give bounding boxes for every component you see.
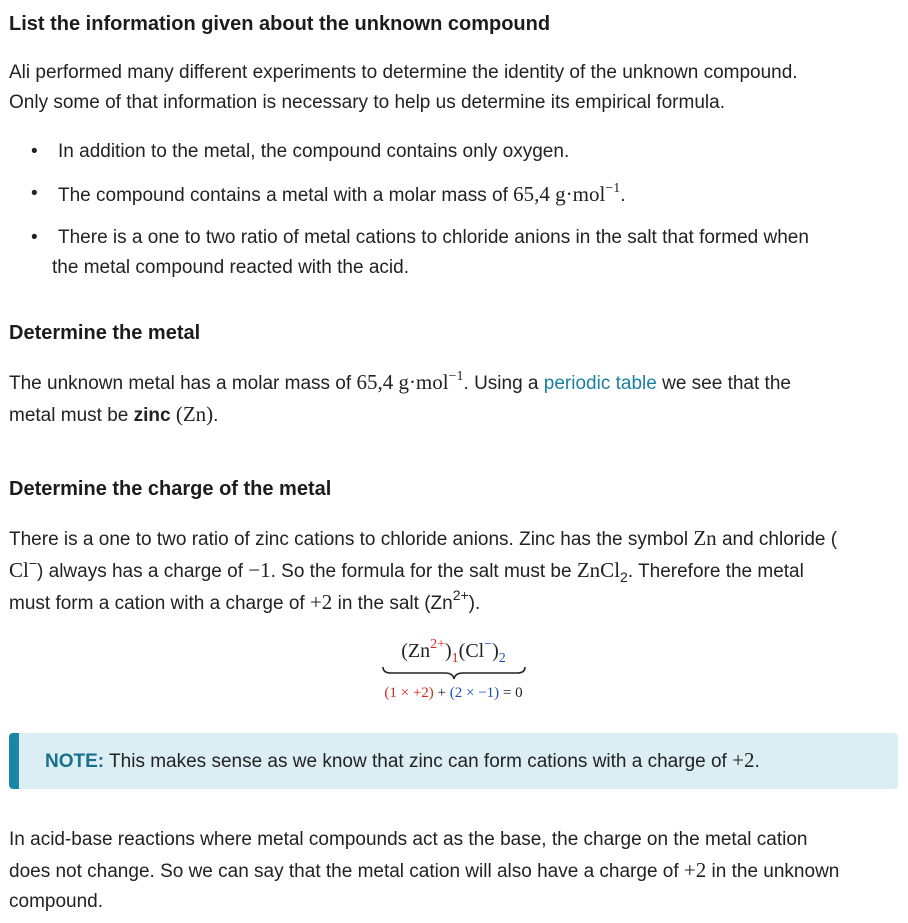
heading-information: List the information given about the unknown compound (9, 13, 551, 35)
note-callout: NOTE: This makes sense as we know that zinc can form cations with a charge of +2. (9, 733, 898, 789)
note-accent-bar (9, 733, 19, 789)
bullet-icon: • (31, 227, 38, 248)
list-item: • In addition to the metal, the compound contains only oxygen. (9, 137, 898, 167)
heading-determine-metal: Determine the metal (9, 322, 201, 344)
metal-paragraph: The unknown metal has a molar mass of 65,4 g·mol$^{-1}$. Using a periodic table we see that the metal must be zinc (Zn). (9, 369, 791, 426)
underbrace-shape (381, 665, 527, 681)
intro-line-1: Ali performed many different experiments to determine the identity of the unknown compound. (9, 62, 798, 83)
charge-paragraph: There is a one to two ratio of zinc cations to chloride anions. Zinc has the symbol Zn and chloride ( Cl−) always has a charge of −1. So the formula for the salt must be ZnCl$_2$. Therefore the metal must form a cation with a charge of +2 in the salt $(Zn^{2+})$. (9, 526, 838, 614)
underbrace (9, 665, 898, 683)
conclusion-paragraph: In acid-base reactions where metal compounds act as the base, the charge on the metal cation does not change. So we can say that the metal cation will also have a charge of +2 in the unknown compound. (9, 829, 840, 912)
bullet-icon: • (31, 183, 38, 204)
molar-mass-value: 65,4 (513, 182, 550, 206)
charge-sum: (1 × +2) + (2 × −1) = 0 (384, 685, 523, 701)
note-label: NOTE: (45, 751, 105, 772)
metal-name: zinc (133, 405, 171, 426)
intro-line-2: Only some of that information is necessary to help us determine its empirical formula. (9, 92, 725, 113)
info-bullet-list (9, 137, 898, 283)
formula-expression: $(Zn^{2+})_1(Cl^-)_2$ (401, 637, 506, 666)
heading-determine-charge: Determine the charge of the metal (9, 478, 332, 500)
bullet-icon: • (31, 141, 38, 162)
charge-equation (9, 637, 898, 703)
list-item: • There is a one to two ratio of metal cations to chloride anions in the salt that formed when the metal compound reacted with the acid. (9, 223, 898, 283)
periodic-table-link[interactable]: periodic table (543, 373, 657, 394)
list-item: • The compound contains a metal with a molar mass of 65,4 g·mol$^{-1}$. (9, 179, 898, 211)
